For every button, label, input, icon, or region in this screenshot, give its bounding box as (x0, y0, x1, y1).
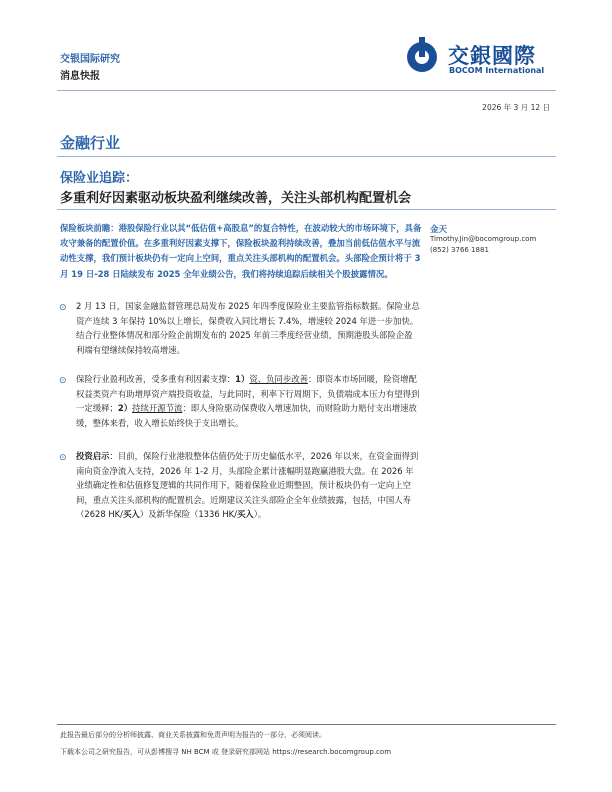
bullet-paragraph-1: 2 月 13 日，国家金融监督管理总局发布 2025 年四季度保险业主要监管指标数据。保险业总资产连续 3 年保持 10%以上增长，保费收入同比增长 7.4%，增速较 2024 年进一步加快。结合行业整体情况和部分险企前期发布的 2025 年前三季度经营业绩，预期港股头部险企盈利端有望继续保持较高增速。 (76, 301, 420, 355)
bullet-paragraph-3: 投资启示：目前，保险行业港股整体估值仍处于历史偏低水平，2026 年以来，在资金面得到南向资金净流入支持，2026 年 1-2 月，头部险企累计涨幅明显跑赢港股大盘。在 2026 年业绩确定性和估值修复逻辑的共同作用下，随着保险业近期整固，预计板块仍有一定向上空间，重点关注头部机构的配置机会。近期建议关注头部险企全年业绩披露，包括，中国人寿（2628 HK/买入）及新华保险（1336 HK/买入）。 (76, 451, 419, 520)
lead-paragraph: 保险板块前瞻：港股保险行业以其“低估值+高股息”的复合特性，在波动较大的市场环境下，具备攻守兼备的配置价值。在多重利好因素支撑下，保险板块盈利持续改善，叠加当前低估值水平与流动性支撑，我们预计板块仍有一定向上空间，重点关注头部机构的配置机会。头部险企预计将于 3 月 19 日-28 日陆续发布 2025 全年业绩公告，我们将持续追踪后续相关个股披露情况。 (60, 223, 422, 279)
report-type: 消息快报 (60, 71, 100, 82)
logo-text-en: BOCOM International (449, 66, 545, 75)
report-date: 2026 年 3 月 12 日 (482, 103, 550, 112)
bullet-paragraph-2: 保险行业盈利改善，受多重有利因素支撑：1）资、负同步改善：即资本市场回暖，险资增配权益类资产有助增厚资产端投资收益，与此同时，利率下行周期下，负债端成本压力有望得到一定缓释；2）持续开源节流：即人身险驱动保费收入增速加快，而财险助力赔付支出增速放缓，整体来看，收入增长始终快于支出增长。 (76, 374, 420, 428)
footer-divider (57, 724, 556, 725)
title-divider (57, 209, 556, 210)
series-title: 保险业追踪： (60, 171, 139, 186)
logo-text-cn: 交銀國際 (448, 44, 536, 68)
analyst-phone: (852) 3766 1881 (430, 246, 489, 254)
broker-name: 交银国际研究 (60, 54, 120, 65)
industry-divider (57, 156, 556, 157)
industry-heading: 金融行业 (60, 134, 121, 152)
bullet-icon: ⊙ (59, 303, 67, 313)
footer-download-note: 下载本公司之研究报告，可从彭博搜寻 NH BCM 或 登录研究部网站 https://research.bocomgroup.com (60, 748, 392, 756)
bullet-icon: ⊙ (59, 453, 67, 463)
bocom-logo-icon (400, 37, 444, 77)
footer-disclaimer: 此报告最后部分的分析师披露、商业关系披露和免责声明为报告的一部分，必须阅读。 (60, 731, 326, 739)
analyst-email[interactable]: Timothy.Jin@bocomgroup.com (430, 235, 537, 243)
bullet-icon: ⊙ (59, 376, 67, 386)
main-title: 多重利好因素驱动板块盈利继续改善，关注头部机构配置机会 (60, 191, 412, 206)
analyst-name: 金天 (430, 225, 448, 235)
header-divider (57, 90, 556, 91)
